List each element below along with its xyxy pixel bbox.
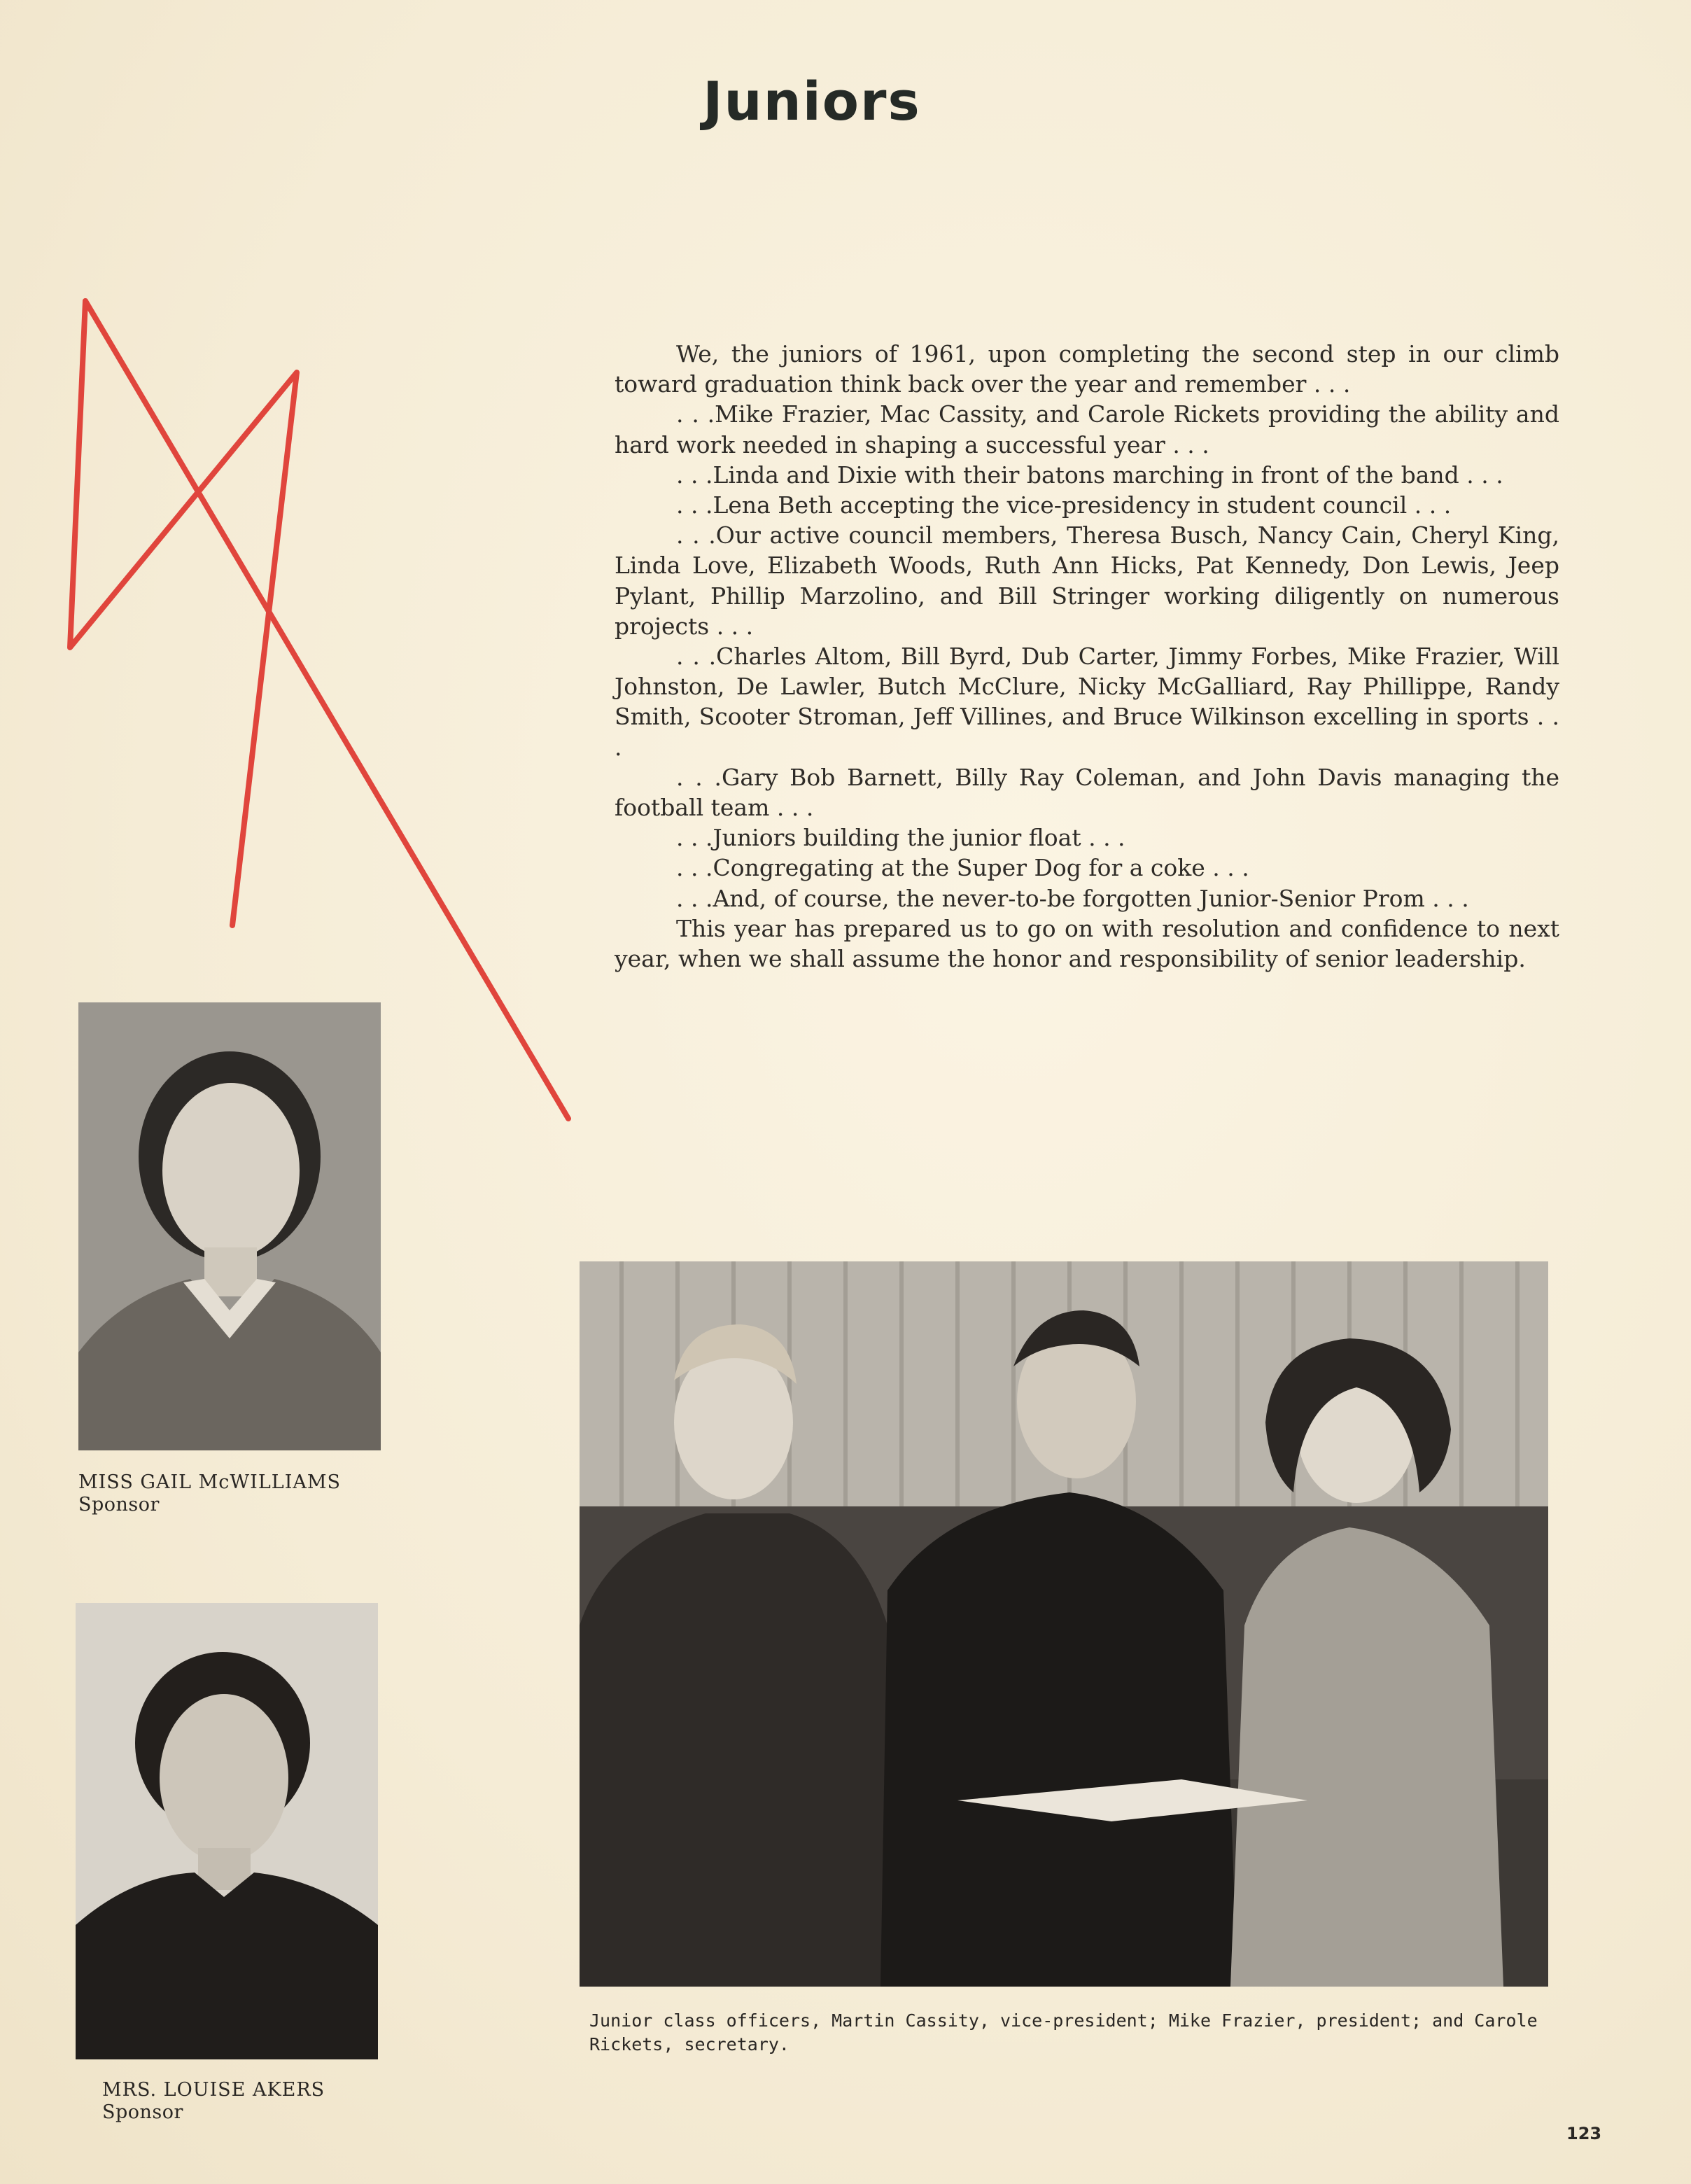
sponsor-photo-akers — [76, 1603, 378, 2059]
paragraph: . . .Linda and Dixie with their batons marching in front of the band . . . — [676, 461, 1503, 489]
paragraph: . . .Mike Frazier, Mac Cassity, and Carole Rickets providing the ability and hard work needed in shaping a successful year . . . — [615, 400, 1559, 458]
class-officers-photo — [580, 1261, 1548, 1987]
paragraph: We, the juniors of 1961, upon completing the second step in our climb toward graduation think back over the year and remember . . . — [615, 340, 1559, 398]
sponsor-photo-mcwilliams — [78, 1002, 381, 1450]
page-title: Juniors — [703, 70, 921, 132]
paragraph: . . .Lena Beth accepting the vice-presidency in student council . . . — [676, 491, 1452, 519]
class-officers-caption: Junior class officers, Martin Cassity, vice-president; Mike Frazier, president; and Carole Rickets, secretary. — [589, 2010, 1538, 2054]
page-number: 123 — [1566, 2124, 1602, 2143]
paragraph: . . .Gary Bob Barnett, Billy Ray Coleman, and John Davis managing the football team . . . — [615, 763, 1559, 822]
paragraph: . . .Our active council members, Theresa Busch, Nancy Cain, Cheryl King, Linda Love, Elizabeth Woods, Ruth Ann Hicks, Pat Kennedy, Don Lewis, Jeep Pylant, Phillip Marzolino, and Bill Stringer working diligently on numerous projects . . . — [615, 522, 1559, 640]
sponsor-caption-mcwilliams — [78, 1471, 341, 1516]
sponsor-role: Sponsor — [102, 2101, 183, 2123]
sponsor-name: MISS GAIL McWILLIAMS — [78, 1471, 342, 1493]
paragraph: . . .Congregating at the Super Dog for a coke . . . — [676, 854, 1249, 882]
body-text — [615, 339, 1559, 974]
sponsor-caption-akers — [102, 2079, 325, 2124]
paragraph: . . .And, of course, the never-to-be forgotten Junior-Senior Prom . . . — [676, 884, 1469, 912]
sponsor-role: Sponsor — [78, 1494, 160, 1516]
paragraph: This year has prepared us to go on with resolution and confidence to next year, when we shall assume the honor and responsibility of senior leadership. — [615, 914, 1559, 973]
paragraph: . . .Charles Altom, Bill Byrd, Dub Carter, Jimmy Forbes, Mike Frazier, Will Johnston, De Lawler, Butch McClure, Nicky McGalliard, Ray Phillippe, Randy Smith, Scooter Stroman, Jeff Villines, and Bruce Wilkinson excelling in sports . . . — [615, 643, 1559, 761]
sponsor-name: MRS. LOUISE AKERS — [102, 2079, 325, 2101]
paragraph: . . .Juniors building the junior float . . . — [676, 824, 1125, 852]
